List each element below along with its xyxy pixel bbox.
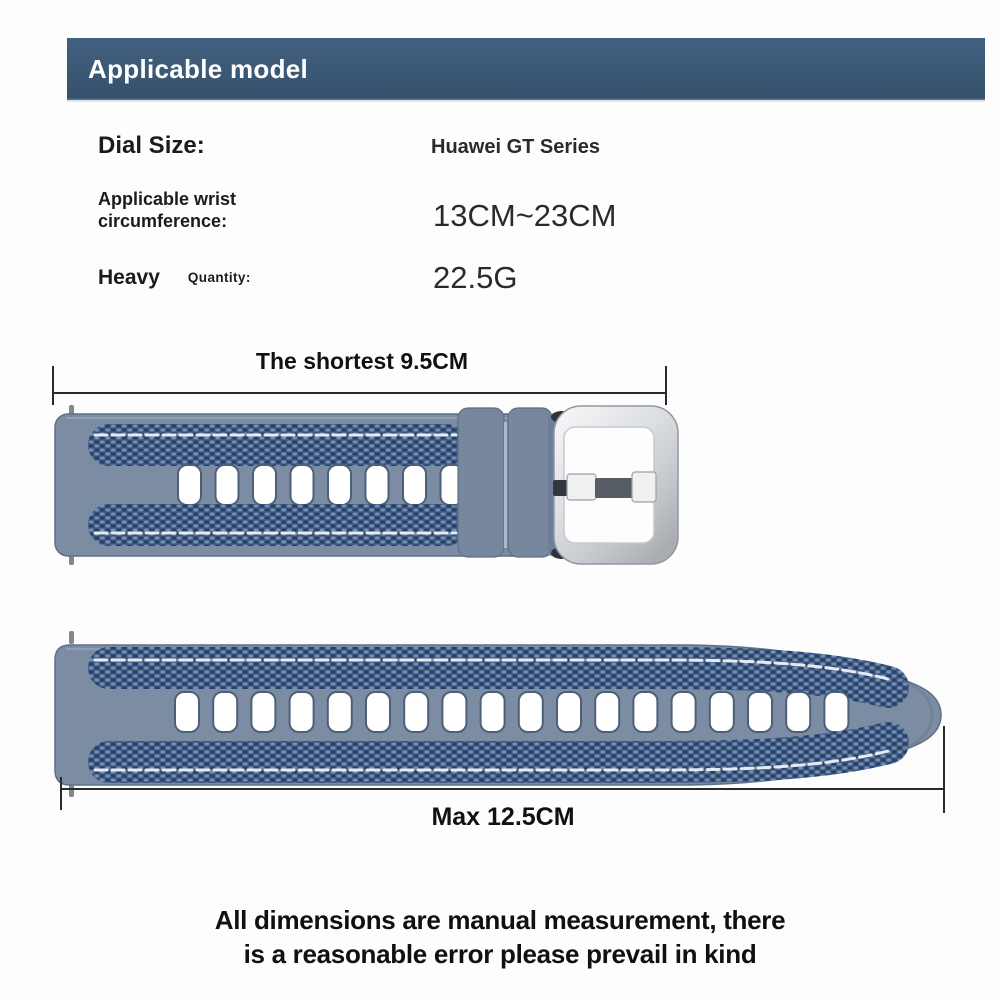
strap-hole — [216, 465, 239, 505]
disclaimer-line1: All dimensions are manual measurement, there — [214, 905, 786, 935]
spec-label-weight — [98, 266, 251, 290]
strap-hole — [213, 692, 237, 732]
strap-hole — [404, 692, 428, 732]
page-title: Applicable model — [88, 53, 309, 84]
spec-label-wrist-circumference — [98, 189, 236, 232]
spec-value-weight: 22.5G — [433, 260, 518, 295]
spring-bar-pin-top — [69, 631, 74, 644]
prong-loop — [567, 474, 596, 500]
prong-hinge — [553, 480, 568, 496]
strap-keeper-1 — [458, 408, 504, 557]
strap-hole — [633, 692, 657, 732]
strap-hole — [519, 692, 543, 732]
strap-hole — [290, 692, 314, 732]
spec-label-quantity: Quantity: — [187, 270, 251, 285]
strap-keeper-2 — [508, 408, 552, 557]
strap-hole — [786, 692, 810, 732]
strap-hole — [328, 465, 351, 505]
spec-label-dial-size: Dial Size: — [98, 132, 205, 159]
strap-hole — [442, 692, 466, 732]
spec-label-wrist-line2: circumference: — [98, 210, 228, 231]
buckle-graphic — [548, 406, 678, 564]
prong-tip-cap — [632, 472, 656, 502]
strap-hole — [595, 692, 619, 732]
strap-hole — [366, 465, 389, 505]
fabric-band-bottom — [109, 743, 888, 762]
strap-hole — [824, 692, 848, 732]
spec-value-wrist-circumference: 13CM~23CM — [433, 198, 617, 233]
long-strap-dimension-label: Max 12.5CM — [431, 803, 575, 831]
strap-hole — [366, 692, 390, 732]
strap-hole — [253, 465, 276, 505]
keeper-gap — [504, 422, 507, 548]
strap-hole — [328, 692, 352, 732]
buckle-prong — [595, 478, 635, 498]
spec-label-heavy: Heavy — [98, 266, 160, 289]
long-strap-dimension-line — [61, 788, 945, 790]
strap-hole — [672, 692, 696, 732]
strap-hole — [175, 692, 199, 732]
strap-hole — [251, 692, 275, 732]
strap-hole — [403, 465, 426, 505]
short-strap-graphic — [50, 400, 690, 570]
strap-hole — [481, 692, 505, 732]
strap-hole — [178, 465, 201, 505]
strap-hole — [291, 465, 314, 505]
fabric-band-top — [109, 668, 888, 687]
disclaimer — [0, 903, 1000, 971]
spec-label-wrist-line1: Applicable wrist — [98, 189, 237, 209]
strap-hole — [557, 692, 581, 732]
strap-hole — [710, 692, 734, 732]
spring-bar-pin-bottom — [69, 784, 74, 797]
short-strap-dimension-line — [53, 392, 667, 394]
header-banner — [67, 38, 985, 102]
strap-hole — [748, 692, 772, 732]
spec-value-dial-size: Huawei GT Series — [431, 136, 600, 158]
strap-keepers — [458, 408, 552, 557]
short-strap-dimension-label: The shortest 9.5CM — [255, 348, 469, 374]
disclaimer-line2: is a reasonable error please prevail in kind — [243, 939, 757, 969]
long-strap-dimension-tick-right — [943, 726, 945, 813]
